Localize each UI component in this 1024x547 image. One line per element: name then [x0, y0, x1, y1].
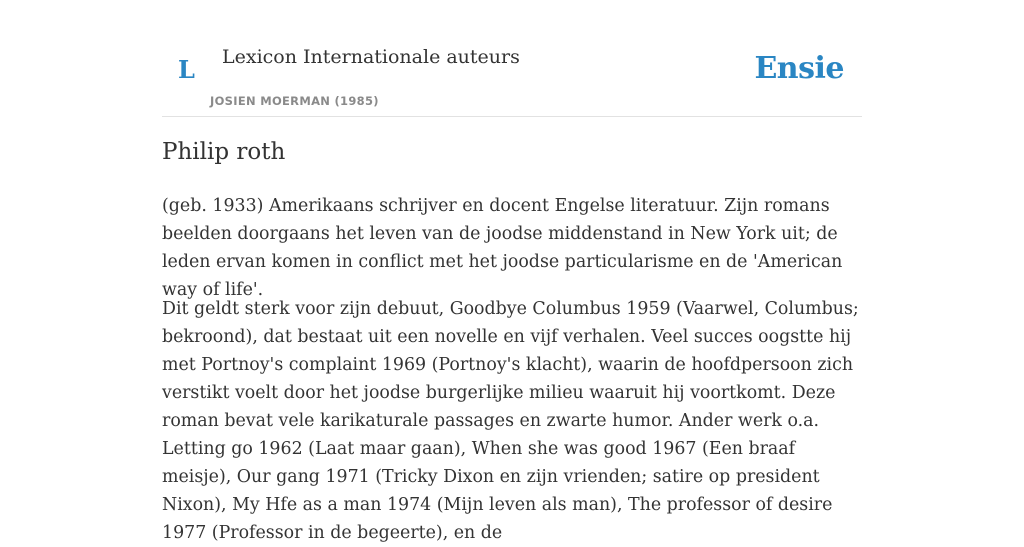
entry-title: Philip roth: [162, 139, 286, 165]
entry-paragraph: (geb. 1933) Amerikaans schrijver en docent Engelse literatuur. Zijn romans beelden doorgaans het leven van de joodse middenstand in New York uit; de leden ervan komen in conflict met het joodse particularisme en de 'American way of life'.: [162, 196, 843, 300]
brand-logo[interactable]: Ensie: [754, 51, 844, 86]
source-author: JOSIEN MOERMAN (1985): [210, 94, 379, 108]
source-title[interactable]: Lexicon Internationale auteurs: [222, 46, 520, 68]
page-container: [162, 0, 862, 543]
entry-paragraph: Dit geldt sterk voor zijn debuut, Goodbye Columbus 1959 (Vaarwel, Columbus; bekroond), dat bestaat uit een novelle en vijf verhalen. Veel succes oogstte hij met Portnoy's complaint 1969 (Portnoy's klacht), waarin de hoofdpersoon zich verstikt voelt door het joodse burgerlijke milieu waaruit hij voortkomt. Deze roman bevat vele karikaturale passages en zwarte humor. Ander werk o.a. Letting go 1962 (Laat maar gaan), When she was good 1967 (Een braaf meisje), Our gang 1971 (Tricky Dixon en zijn vrienden; satire op president Nixon), My Hfe as a man 1974 (Mijn leven als man), The professor of desire 1977 (Professor in de begeerte), en de: [162, 299, 859, 543]
source-logo[interactable]: L: [178, 55, 195, 84]
source-header: [162, 0, 862, 117]
